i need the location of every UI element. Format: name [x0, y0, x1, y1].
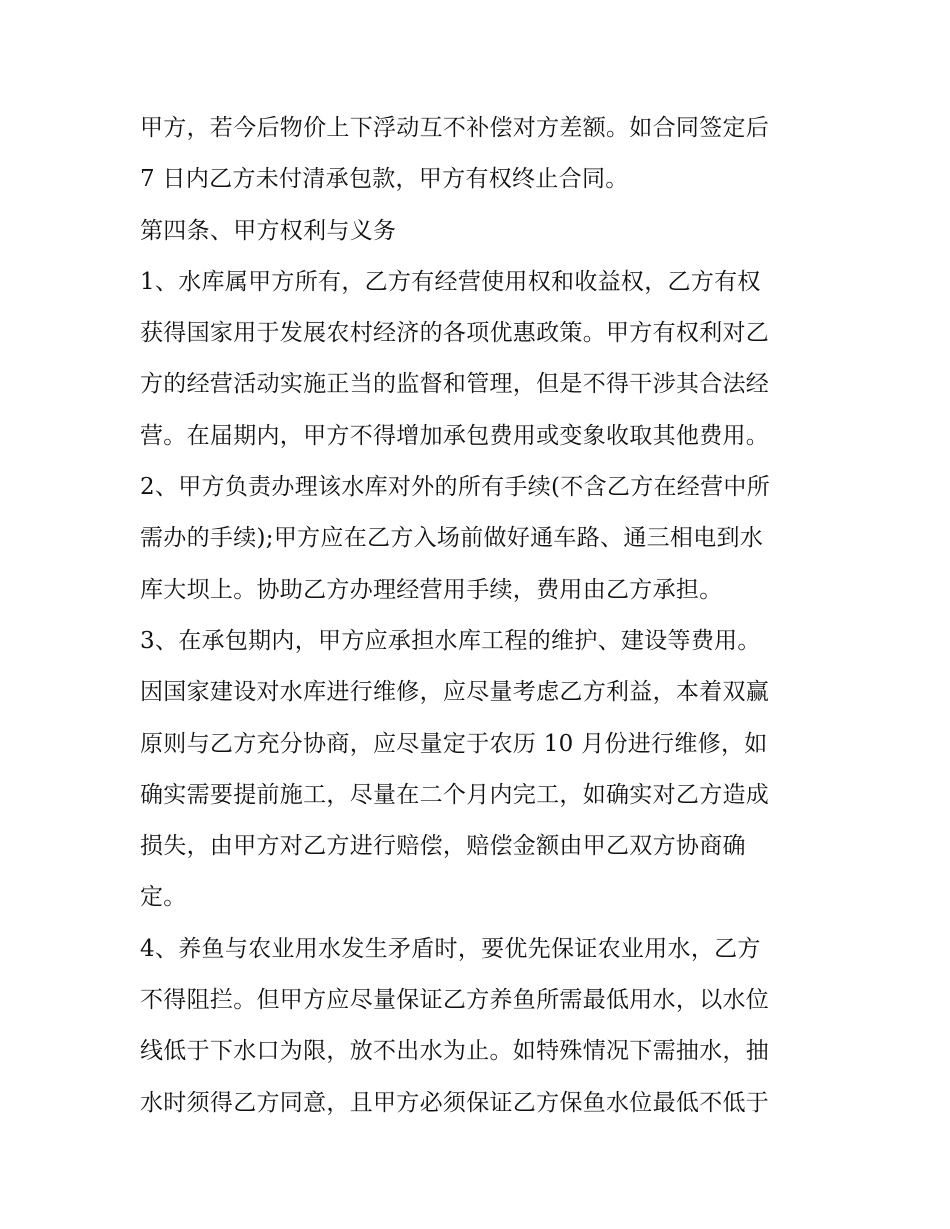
- text-line: 需办的手续);甲方应在乙方入场前做好通车路、通三相电到水: [140, 525, 764, 552]
- text-line: 定。: [140, 884, 187, 911]
- text-line: 确实需要提前施工，尽量在二个月内完工，如确实对乙方造成: [140, 781, 770, 808]
- text-line: 线低于下水口为限，放不出水为止。如特殊情况下需抽水，抽: [140, 1038, 770, 1065]
- text-line: 1、水库属甲方所有，乙方有经营使用权和收益权，乙方有权: [140, 268, 761, 295]
- text-line: 获得国家用于发展农村经济的各项优惠政策。甲方有权利对乙: [140, 320, 770, 347]
- text-line: 损失，由甲方对乙方进行赔偿，赔偿金额由甲乙双方协商确: [140, 833, 746, 860]
- text-line: 7 日内乙方未付清承包款，甲方有权终止合同。: [140, 166, 629, 193]
- text-line: 方的经营活动实施正当的监督和管理，但是不得干涉其合法经: [140, 371, 770, 398]
- section-heading: 第四条、甲方权利与义务: [140, 217, 397, 244]
- text-line: 库大坝上。协助乙方办理经营用手续，费用由乙方承担。: [140, 576, 723, 603]
- text-line: 营。在届期内，甲方不得增加承包费用或变象收取其他费用。: [140, 422, 770, 449]
- text-line: 2、甲方负责办理该水库对外的所有手续(不含乙方在经营中所: [140, 474, 771, 501]
- text-line: 4、养鱼与农业用水发生矛盾时，要优先保证农业用水，乙方: [140, 935, 761, 962]
- text-line: 甲方，若今后物价上下浮动互不补偿对方差额。如合同签定后: [140, 115, 770, 141]
- text-line: 不得阻拦。但甲方应尽量保证乙方养鱼所需最低用水，以水位: [140, 987, 770, 1014]
- text-line: 3、在承包期内，甲方应承担水库工程的维护、建设等费用。: [140, 627, 761, 654]
- text-line: 因国家建设对水库进行维修，应尽量考虑乙方利益，本着双赢: [140, 679, 770, 706]
- text-line: 原则与乙方充分协商，应尽量定于农历 10 月份进行维修，如: [140, 730, 768, 757]
- document-body: [140, 103, 820, 1129]
- text-line: 水时须得乙方同意，且甲方必须保证乙方保鱼水位最低不低于: [140, 1089, 770, 1116]
